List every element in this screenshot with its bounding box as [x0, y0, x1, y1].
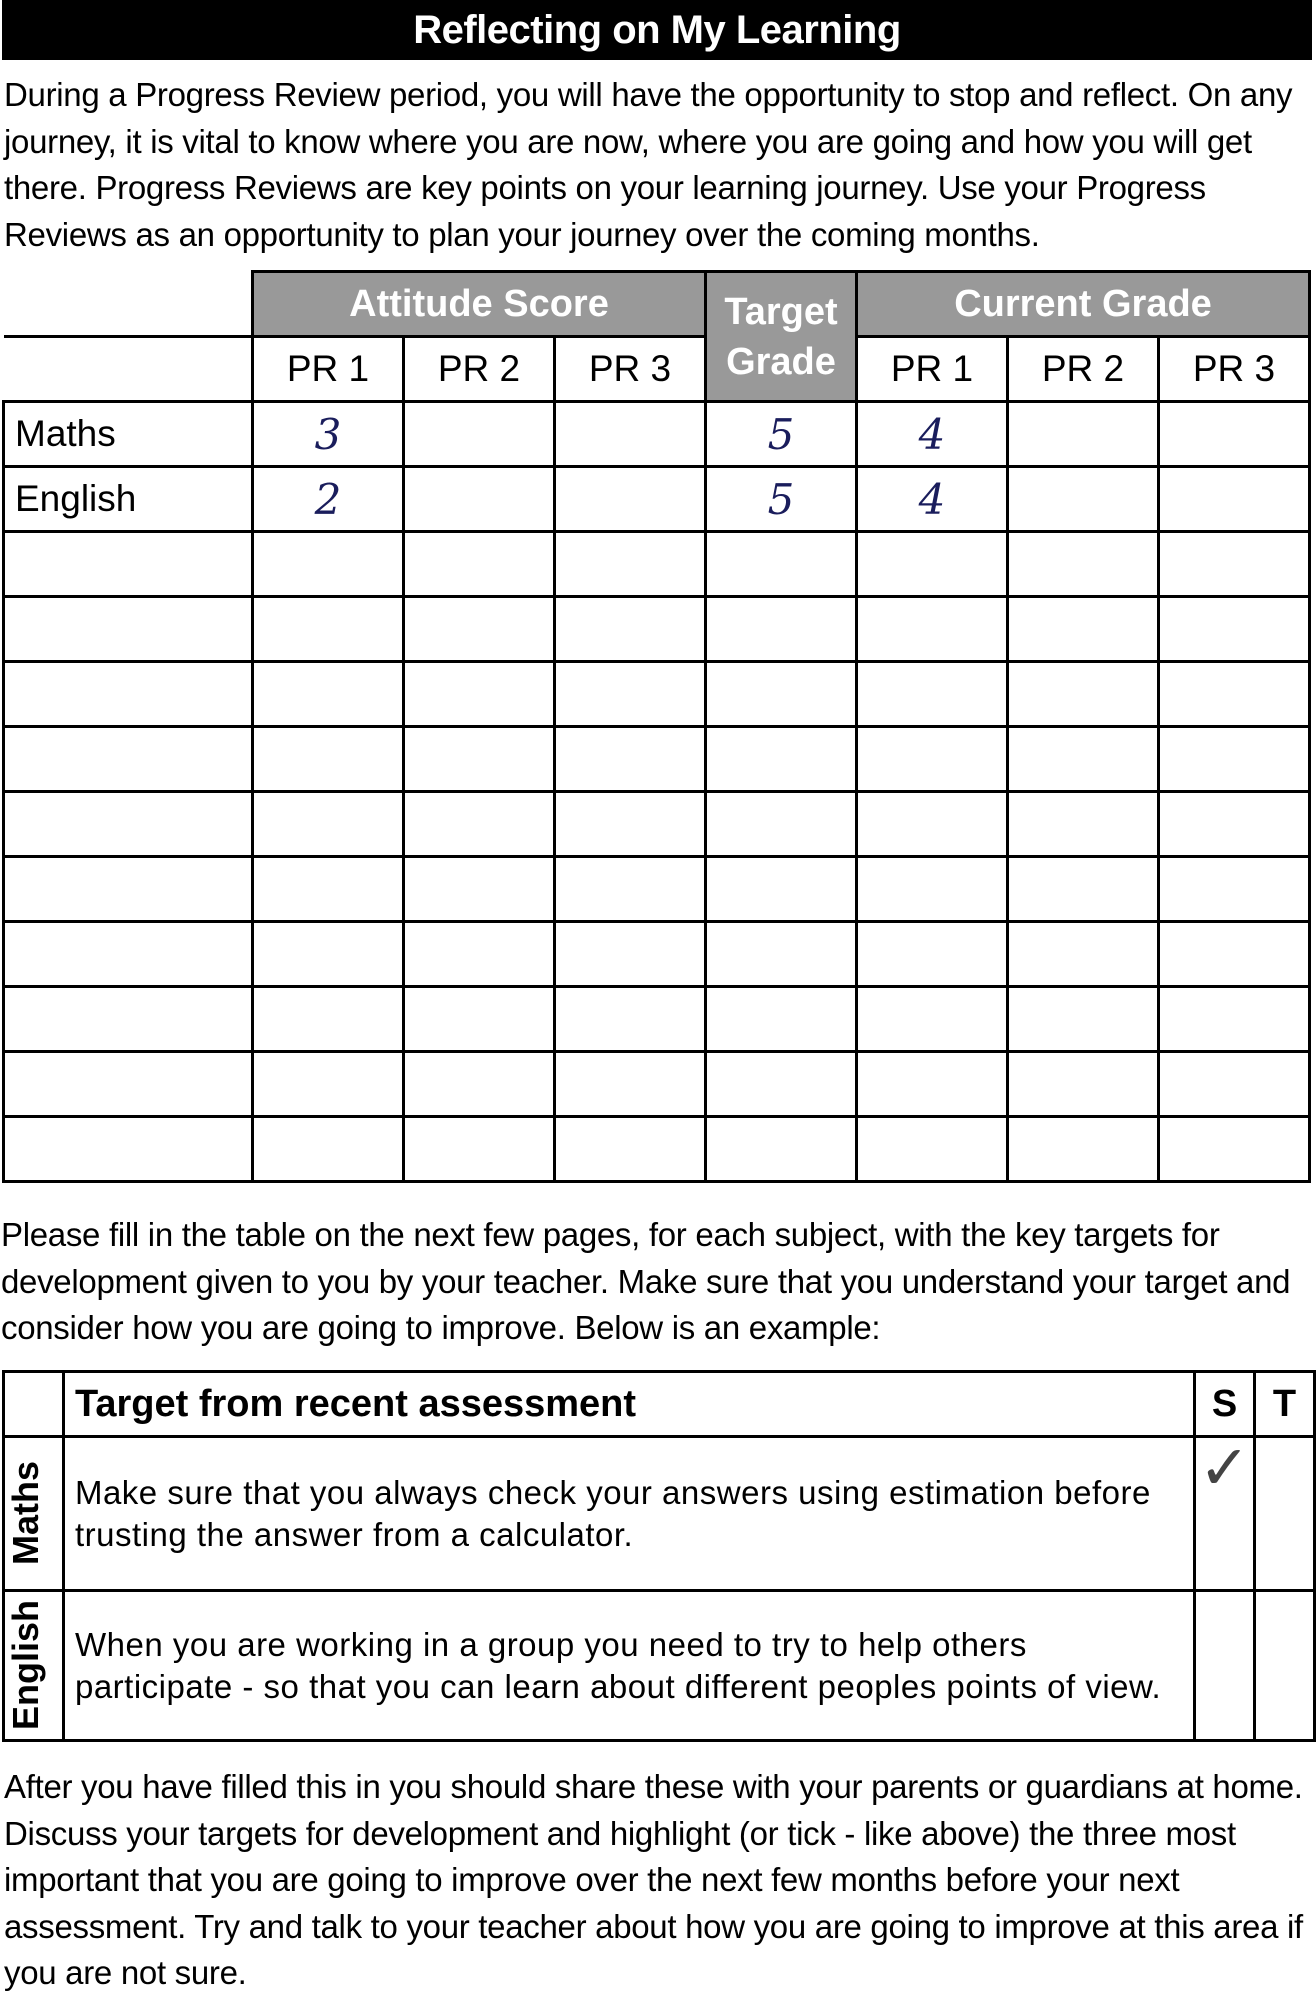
empty-grade-cell[interactable]	[706, 532, 857, 597]
table-row	[4, 402, 1310, 467]
corner-cell	[4, 337, 253, 402]
empty-grade-cell[interactable]	[253, 792, 404, 857]
empty-grade-cell[interactable]	[555, 987, 706, 1052]
att-pr3-header: PR 3	[555, 337, 706, 402]
empty-grade-cell[interactable]	[1008, 532, 1159, 597]
maths-cur-pr1[interactable]: 4	[857, 402, 1008, 467]
empty-grade-cell[interactable]	[706, 857, 857, 922]
cur-pr2-header: PR 2	[1008, 337, 1159, 402]
cur-pr3-header: PR 3	[1159, 337, 1310, 402]
empty-grade-cell[interactable]	[857, 1117, 1008, 1182]
subject-label-cell	[4, 1437, 64, 1591]
empty-grade-cell[interactable]	[1159, 727, 1310, 792]
maths-target[interactable]: 5	[706, 402, 857, 467]
target-text-maths: Make sure that you always check your answers using estimation before trusting the answer from a calculator.	[63, 1437, 1194, 1591]
empty-grade-cell[interactable]	[555, 1052, 706, 1117]
empty-grade-cell[interactable]	[253, 922, 404, 987]
empty-grade-cell[interactable]	[706, 727, 857, 792]
empty-grade-cell[interactable]	[1008, 662, 1159, 727]
empty-grade-cell[interactable]	[1008, 727, 1159, 792]
att-pr2-header: PR 2	[404, 337, 555, 402]
intro-paragraph: During a Progress Review period, you will have the opportunity to stop and reflect. On any journey, it is vital to know where you are now, where you are going and how you will get there. Progress Reviews are key points on your learning journey. Use your Progress Reviews as an opportunity to plan your journey over the coming months.	[4, 76, 1293, 253]
empty-grade-cell[interactable]	[1159, 1052, 1310, 1117]
t-header: T	[1255, 1372, 1315, 1437]
subject-label-english: English	[5, 1600, 46, 1731]
empty-grade-cell[interactable]	[404, 1117, 555, 1182]
s-header: S	[1195, 1372, 1255, 1437]
example-corner-cell	[4, 1372, 64, 1437]
empty-grade-cell[interactable]	[555, 662, 706, 727]
empty-grade-cell[interactable]	[1008, 922, 1159, 987]
empty-grade-cell[interactable]	[857, 922, 1008, 987]
english-cur-pr1[interactable]: 4	[857, 467, 1008, 532]
attitude-score-header: Attitude Score	[253, 272, 706, 337]
table-row	[4, 727, 1310, 792]
example-row-maths	[4, 1437, 1315, 1591]
table-row	[4, 922, 1310, 987]
example-row-english	[4, 1591, 1315, 1741]
empty-grade-cell[interactable]	[706, 1052, 857, 1117]
empty-grade-cell[interactable]	[706, 1117, 857, 1182]
example-header-row	[4, 1372, 1315, 1437]
progress-table	[2, 270, 1311, 1183]
corner-cell	[4, 272, 253, 337]
table-row	[4, 597, 1310, 662]
empty-grade-cell[interactable]	[857, 1052, 1008, 1117]
table-row	[4, 987, 1310, 1052]
s-cell-maths[interactable]: ✓	[1195, 1437, 1255, 1591]
instructions-paragraph: Please fill in the table on the next few pages, for each subject, with the key targets for development given to you by your teacher. Make sure that you understand your target and consider how you are going to improve. Below is an example:	[1, 1216, 1291, 1346]
empty-grade-cell[interactable]	[404, 532, 555, 597]
empty-grade-cell[interactable]	[706, 597, 857, 662]
english-target[interactable]: 5	[706, 467, 857, 532]
empty-grade-cell[interactable]	[404, 792, 555, 857]
empty-grade-cell[interactable]	[706, 662, 857, 727]
page-title: Reflecting on My Learning	[2, 0, 1312, 60]
header-row-1	[4, 272, 1310, 337]
empty-grade-cell[interactable]	[1159, 1117, 1310, 1182]
empty-grade-cell[interactable]	[555, 922, 706, 987]
closing-paragraph: After you have filled this in you should share these with your parents or guardians at home. Discuss your targets for development and highlight (or tick - like above) the three most important that you are going to improve over the next few months before your next assessment. Try and talk to your teacher about how you are going to improve at this area if you are not sure.	[4, 1768, 1303, 1991]
att-pr1-header: PR 1	[253, 337, 404, 402]
table-row	[4, 467, 1310, 532]
empty-grade-cell[interactable]	[1159, 987, 1310, 1052]
empty-grade-cell[interactable]	[706, 922, 857, 987]
empty-grade-cell[interactable]	[253, 597, 404, 662]
subject-label-cell	[4, 1591, 64, 1741]
empty-grade-cell[interactable]	[857, 662, 1008, 727]
maths-att-pr1[interactable]: 3	[253, 402, 404, 467]
empty-grade-cell[interactable]	[706, 987, 857, 1052]
empty-grade-cell[interactable]	[1008, 1117, 1159, 1182]
empty-grade-cell[interactable]	[404, 727, 555, 792]
empty-grade-cell[interactable]	[253, 532, 404, 597]
current-grade-header: Current Grade	[857, 272, 1310, 337]
empty-subject-cell[interactable]	[4, 857, 253, 922]
target-grade-line2: Grade	[726, 340, 836, 383]
empty-grade-cell[interactable]	[404, 662, 555, 727]
empty-grade-cell[interactable]	[1159, 597, 1310, 662]
subject-maths: Maths	[4, 402, 253, 467]
table-row	[4, 792, 1310, 857]
english-att-pr1[interactable]: 2	[253, 467, 404, 532]
empty-grade-cell[interactable]	[555, 532, 706, 597]
target-grade-line1: Target	[724, 290, 838, 333]
empty-grade-cell[interactable]	[1008, 987, 1159, 1052]
empty-grade-cell[interactable]	[555, 1117, 706, 1182]
empty-grade-cell[interactable]	[857, 597, 1008, 662]
empty-subject-cell[interactable]	[4, 532, 253, 597]
maths-cur-pr2[interactable]	[1008, 402, 1159, 467]
english-cur-pr2[interactable]	[1008, 467, 1159, 532]
empty-grade-cell[interactable]	[253, 1052, 404, 1117]
example-targets-table	[2, 1370, 1316, 1742]
t-cell-maths[interactable]	[1255, 1437, 1315, 1591]
target-header: Target from recent assessment	[63, 1372, 1194, 1437]
empty-grade-cell[interactable]	[1008, 597, 1159, 662]
empty-subject-cell[interactable]	[4, 662, 253, 727]
empty-grade-cell[interactable]	[404, 597, 555, 662]
table-row	[4, 1052, 1310, 1117]
empty-grade-cell[interactable]	[1008, 857, 1159, 922]
empty-grade-cell[interactable]	[857, 727, 1008, 792]
english-cur-pr3[interactable]	[1159, 467, 1310, 532]
empty-grade-cell[interactable]	[404, 922, 555, 987]
empty-grade-cell[interactable]	[1159, 922, 1310, 987]
maths-att-pr3[interactable]	[555, 402, 706, 467]
table-row	[4, 532, 1310, 597]
empty-grade-cell[interactable]	[404, 857, 555, 922]
empty-grade-cell[interactable]	[253, 662, 404, 727]
empty-grade-cell[interactable]	[253, 1117, 404, 1182]
english-att-pr2[interactable]	[404, 467, 555, 532]
empty-grade-cell[interactable]	[1008, 1052, 1159, 1117]
empty-subject-cell[interactable]	[4, 922, 253, 987]
empty-grade-cell[interactable]	[857, 792, 1008, 857]
empty-grade-cell[interactable]	[1159, 532, 1310, 597]
table-row	[4, 662, 1310, 727]
t-cell-english[interactable]	[1255, 1591, 1315, 1741]
cur-pr1-header: PR 1	[857, 337, 1008, 402]
maths-att-pr2[interactable]	[404, 402, 555, 467]
empty-grade-cell[interactable]	[1159, 857, 1310, 922]
target-grade-header	[706, 272, 857, 402]
empty-grade-cell[interactable]	[253, 857, 404, 922]
empty-subject-cell[interactable]	[4, 1052, 253, 1117]
empty-grade-cell[interactable]	[555, 857, 706, 922]
empty-subject-cell[interactable]	[4, 597, 253, 662]
s-cell-english[interactable]	[1195, 1591, 1255, 1741]
table-row	[4, 857, 1310, 922]
english-att-pr3[interactable]	[555, 467, 706, 532]
empty-subject-cell[interactable]	[4, 727, 253, 792]
target-text-english: When you are working in a group you need to try to help others participate - so that you can learn about different peoples points of view.	[63, 1591, 1194, 1741]
empty-grade-cell[interactable]	[404, 1052, 555, 1117]
empty-grade-cell[interactable]	[857, 987, 1008, 1052]
maths-cur-pr3[interactable]	[1159, 402, 1310, 467]
empty-grade-cell[interactable]	[253, 987, 404, 1052]
empty-grade-cell[interactable]	[555, 597, 706, 662]
subject-label-maths: Maths	[5, 1461, 46, 1566]
header-row-2	[4, 337, 1310, 402]
empty-grade-cell[interactable]	[706, 792, 857, 857]
table-row	[4, 1117, 1310, 1182]
empty-subject-cell[interactable]	[4, 792, 253, 857]
empty-grade-cell[interactable]	[1159, 792, 1310, 857]
empty-grade-cell[interactable]	[253, 727, 404, 792]
empty-grade-cell[interactable]	[404, 987, 555, 1052]
subject-english: English	[4, 467, 253, 532]
empty-grade-cell[interactable]	[857, 857, 1008, 922]
empty-grade-cell[interactable]	[1159, 662, 1310, 727]
empty-grade-cell[interactable]	[857, 532, 1008, 597]
empty-subject-cell[interactable]	[4, 1117, 253, 1182]
empty-grade-cell[interactable]	[1008, 792, 1159, 857]
empty-grade-cell[interactable]	[555, 792, 706, 857]
empty-subject-cell[interactable]	[4, 987, 253, 1052]
empty-grade-cell[interactable]	[555, 727, 706, 792]
